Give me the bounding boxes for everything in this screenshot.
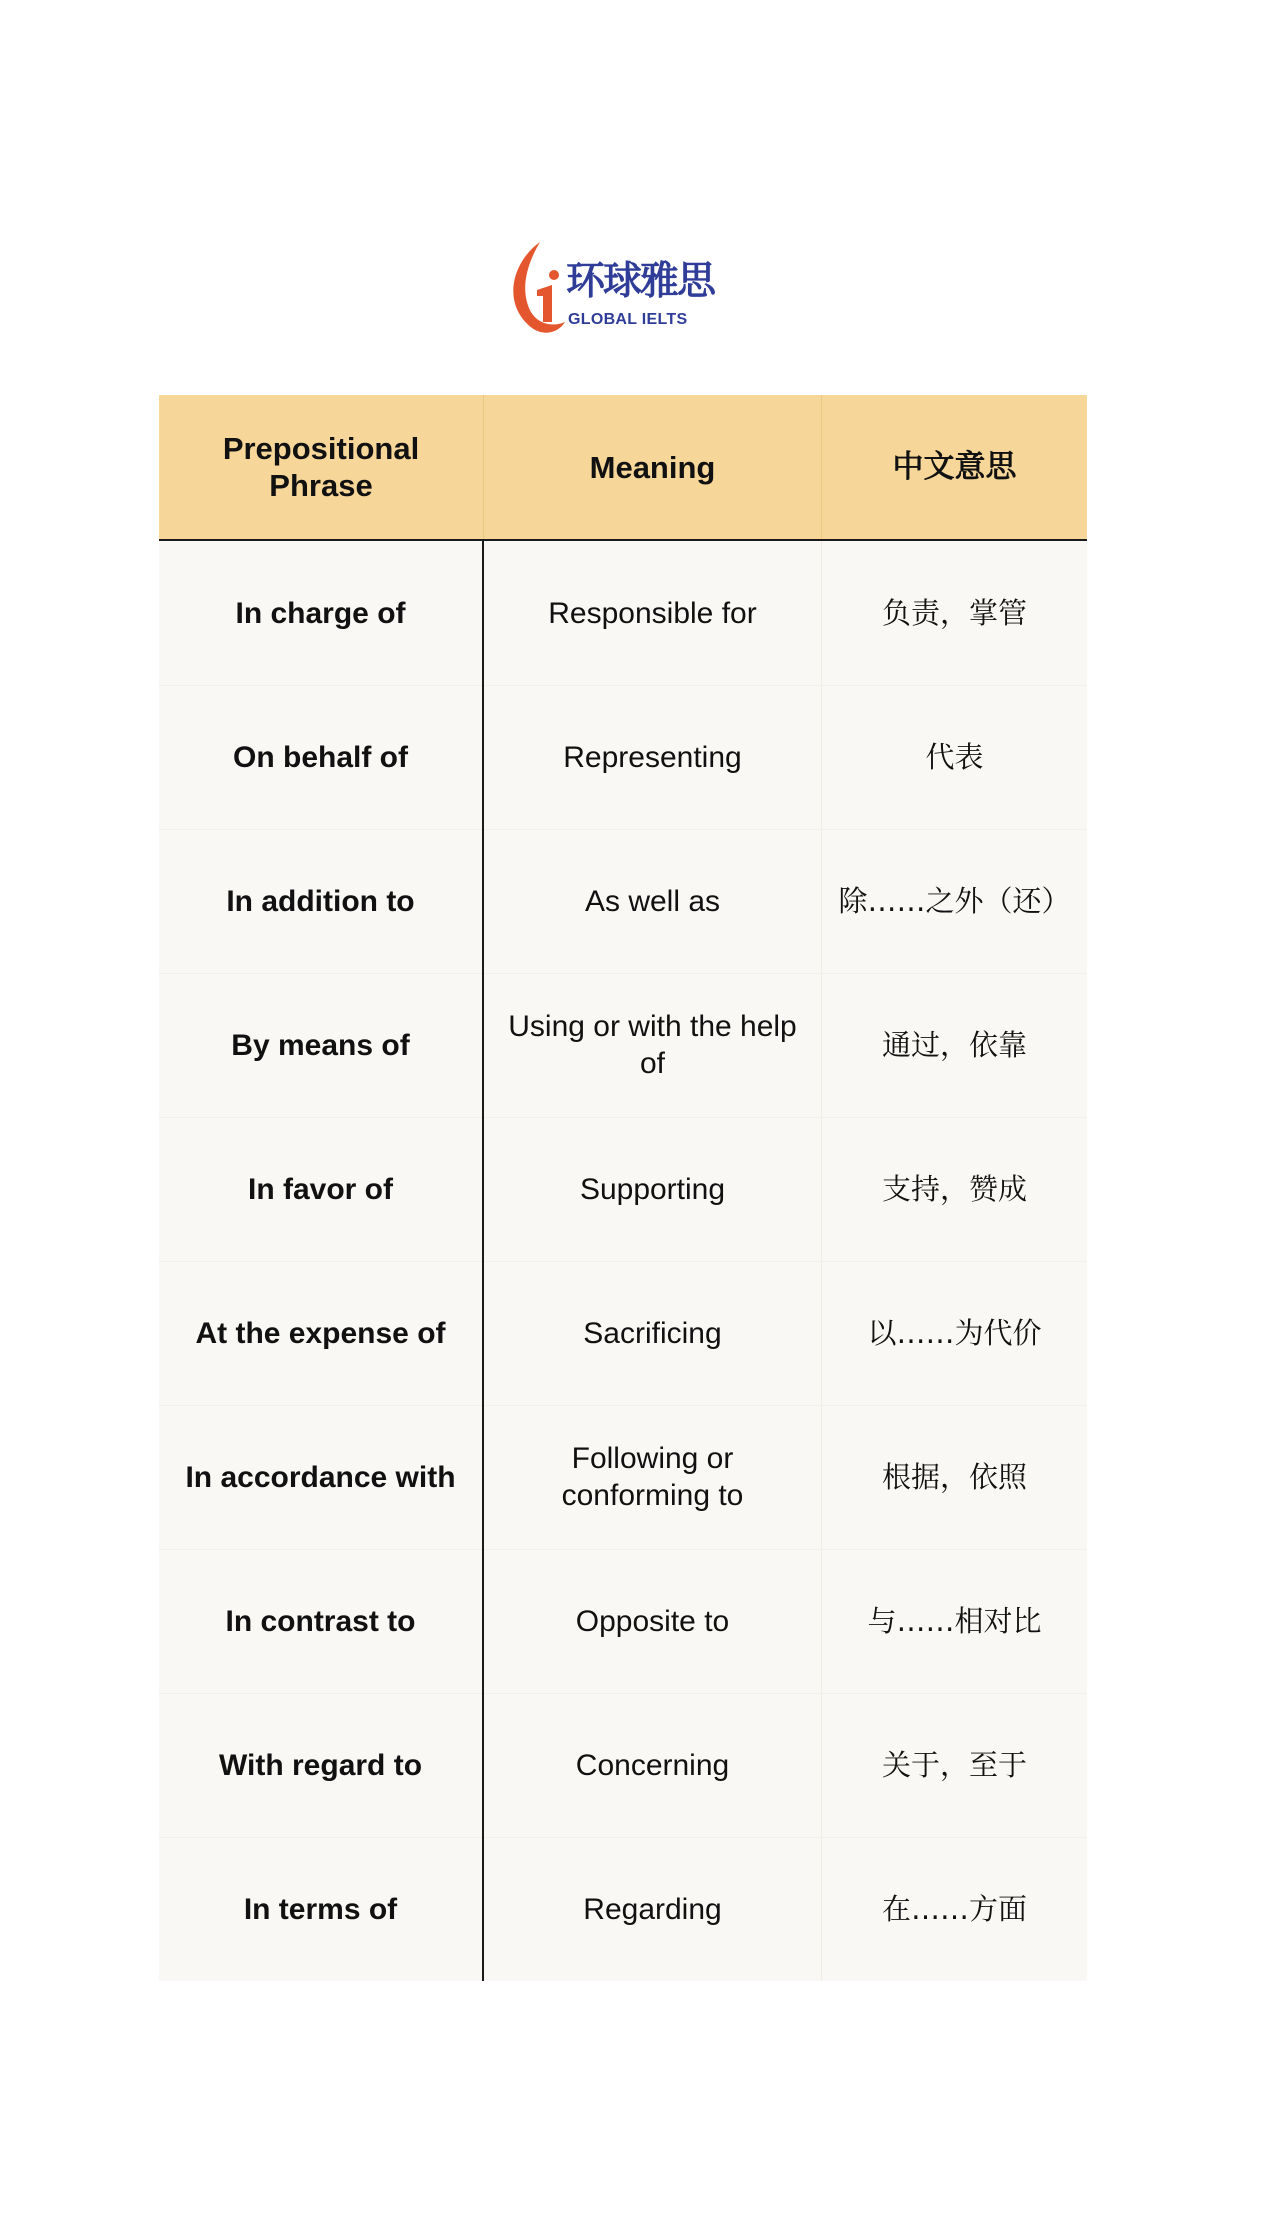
header-prepositional-phrase: Prepositional Phrase (159, 395, 484, 539)
table-row (159, 973, 1087, 1117)
table-row (159, 1261, 1087, 1405)
phrase-cell: In contrast to (159, 1549, 484, 1693)
chinese-meaning-cell: 关于，至于 (881, 1747, 1027, 1782)
table-row (159, 1405, 1087, 1549)
chinese-meaning-cell: 与……相对比 (867, 1603, 1042, 1638)
table-row (159, 1117, 1087, 1261)
meaning-cell: Supporting (484, 1117, 822, 1261)
meaning-cell: Using or with the help of (484, 973, 822, 1117)
meaning-cell: Representing (484, 685, 822, 829)
table-header-row (159, 395, 1087, 541)
chinese-meaning-cell: 除……之外（还） (838, 883, 1071, 918)
meaning-cell: Following or conforming to (484, 1405, 822, 1549)
table-row (159, 1549, 1087, 1693)
chinese-meaning-cell: 通过，依靠 (881, 1027, 1027, 1062)
meaning-cell: Opposite to (484, 1549, 822, 1693)
phrase-cell: In addition to (159, 829, 484, 973)
phrase-cell: In charge of (159, 541, 484, 685)
chinese-meaning-cell: 根据，依照 (881, 1459, 1027, 1494)
global-ielts-logo (507, 238, 733, 338)
meaning-cell: Concerning (484, 1693, 822, 1837)
logo-english-name: GLOBAL IELTS (568, 311, 688, 328)
chinese-meaning-cell: 支持，赞成 (881, 1171, 1027, 1206)
header-chinese-meaning: 中文意思 (892, 448, 1017, 485)
chinese-meaning-cell: 以……为代价 (867, 1315, 1042, 1350)
table-row (159, 829, 1087, 973)
meaning-cell: Sacrificing (484, 1261, 822, 1405)
table-row (159, 541, 1087, 685)
chinese-meaning-cell: 负责，掌管 (881, 595, 1027, 630)
table-row (159, 1837, 1087, 1981)
phrase-cell: With regard to (159, 1693, 484, 1837)
table-row (159, 1693, 1087, 1837)
table-row (159, 685, 1087, 829)
phrase-cell: In terms of (159, 1837, 484, 1981)
phrase-cell: At the expense of (159, 1261, 484, 1405)
chinese-meaning-cell: 代表 (925, 739, 984, 774)
meaning-cell: Regarding (484, 1837, 822, 1981)
logo-chinese-name: 环球雅思 (566, 259, 715, 304)
phrase-cell: In accordance with (159, 1405, 484, 1549)
prepositional-phrase-table (159, 395, 1087, 1981)
logo-mark-icon (507, 238, 567, 338)
phrase-cell: On behalf of (159, 685, 484, 829)
meaning-cell: Responsible for (484, 541, 822, 685)
phrase-cell: By means of (159, 973, 484, 1117)
header-meaning: Meaning (484, 395, 822, 539)
chinese-meaning-cell: 在……方面 (881, 1891, 1027, 1926)
table-body (159, 541, 1087, 1981)
meaning-cell: As well as (484, 829, 822, 973)
phrase-cell: In favor of (159, 1117, 484, 1261)
